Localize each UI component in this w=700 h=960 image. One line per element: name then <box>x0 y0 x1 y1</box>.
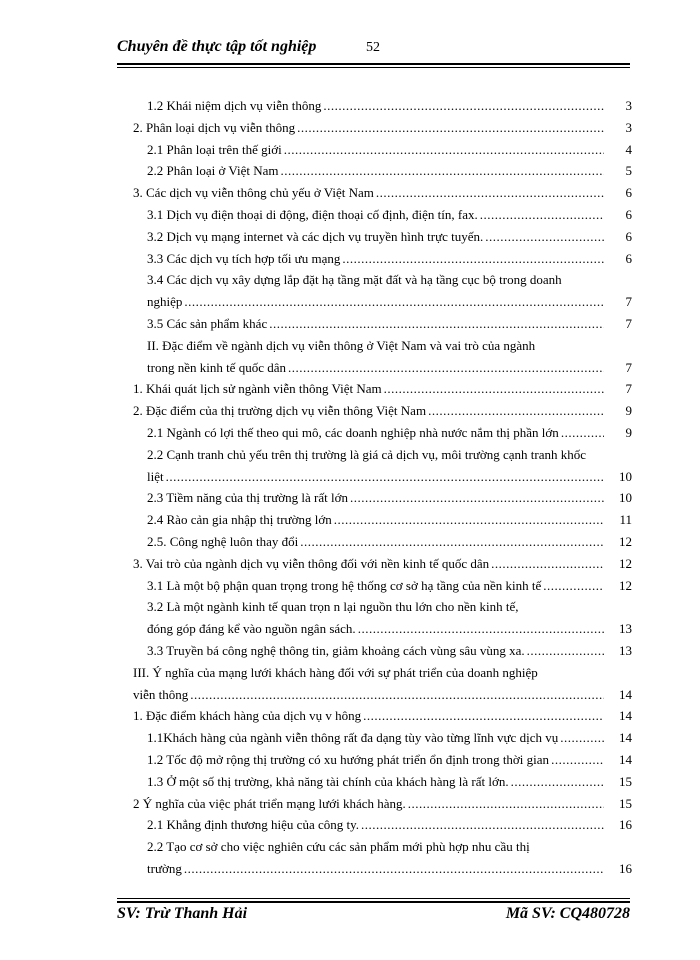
dot-leader <box>511 771 604 793</box>
dot-leader <box>428 400 604 422</box>
dot-leader <box>288 357 604 379</box>
toc-entry-text: liệt <box>147 468 164 484</box>
toc-entry-text: 2 Ý nghĩa của việc phát triển mạng lưới khách hàng. <box>133 795 406 811</box>
dot-leader <box>342 248 604 270</box>
toc-page-number: 10 <box>619 468 632 484</box>
toc-page-number: 14 <box>619 686 632 702</box>
dot-leader <box>491 553 604 575</box>
dot-leader <box>323 95 604 117</box>
toc-entry <box>147 727 632 749</box>
toc-entry-text: II. Đặc điểm về ngành dịch vụ viễn thông ở Việt Nam và vai trò của ngành <box>147 337 536 353</box>
toc-entry <box>133 553 632 575</box>
toc-page-number: 14 <box>619 751 632 767</box>
toc-entry-text: III. Ý nghĩa của mạng lưới khách hàng đối với sự phát triển của doanh nghiệp <box>133 664 538 680</box>
toc-page-number: 12 <box>619 533 632 549</box>
header-title: Chuyên đề thực tập tốt nghiệp <box>117 38 317 55</box>
toc-entry-text: 3.4 Các dịch vụ xây dựng lắp đặt hạ tầng mặt đất và hạ tầng cục bộ trong doanh <box>147 272 562 288</box>
dot-leader <box>190 684 604 706</box>
footer-student-name: SV: Trừ Thanh Hải <box>117 905 248 922</box>
toc-entry <box>147 204 632 226</box>
header-rule-thick <box>117 63 630 65</box>
toc-page-number: 7 <box>625 381 632 397</box>
toc-page-number: 13 <box>619 621 632 637</box>
toc-entry-text: 1.2 Khái niệm dịch vụ viễn thông <box>147 98 322 113</box>
dot-leader <box>527 640 604 662</box>
toc-entry-text: nghiệp <box>147 294 183 310</box>
toc-entry-text: 3. Vai trò của ngành dịch vụ viễn thông đối với nền kinh tế quốc dân <box>133 555 490 571</box>
toc-page-number: 6 <box>625 228 632 244</box>
toc-page-number: 12 <box>619 555 632 571</box>
toc-entry <box>147 313 632 335</box>
dot-leader <box>551 749 604 771</box>
dot-leader <box>269 313 604 335</box>
toc-entry-text: 1. Đặc điểm khách hàng của dịch vụ v hông <box>133 708 362 724</box>
toc-page-number: 14 <box>619 708 632 724</box>
toc-page-number: 16 <box>619 860 632 876</box>
toc-entry-text: 3.5 Các sản phẩm khác <box>147 315 268 331</box>
toc-entry-text: 2.3 Tiềm năng của thị trường là rất lớn <box>147 490 348 506</box>
dot-leader <box>166 466 604 488</box>
toc-page-number: 4 <box>625 141 632 157</box>
toc-entry <box>147 575 632 597</box>
toc-page-number: 6 <box>625 250 632 266</box>
toc-entry <box>147 444 632 488</box>
toc-entry-text: 2. Phân loại dịch vụ viễn thông <box>133 119 296 135</box>
toc-page-number: 15 <box>619 795 632 811</box>
dot-leader <box>408 793 604 815</box>
toc-entry <box>147 269 632 313</box>
header-rule-thin <box>117 67 630 68</box>
toc-entry-text: 3.1 Là một bộ phận quan trọng trong hệ thống cơ sở hạ tầng của nền kinh tế <box>147 577 542 593</box>
toc-entry-text: 2.1 Khẳng định thương hiệu của công ty. <box>147 817 360 833</box>
toc-entry <box>133 662 632 706</box>
toc-entry-text: 2.4 Rào cản gia nhập thị trường lớn <box>147 512 332 528</box>
toc-entry <box>133 378 632 400</box>
dot-leader <box>350 487 604 509</box>
toc-entry-text: trong nền kinh tế quốc dân <box>147 359 286 375</box>
toc-entry <box>147 248 632 270</box>
toc-page-number: 9 <box>625 403 632 419</box>
toc-entry-text: 3.2 Là một ngành kinh tế quan trọn n lại nguồn thu lớn cho nền kinh tế, <box>147 599 519 615</box>
dot-leader <box>284 139 604 161</box>
dot-leader <box>358 618 604 640</box>
toc-entry <box>133 182 632 204</box>
toc-entry <box>147 749 632 771</box>
toc-entry <box>147 640 632 662</box>
dot-leader <box>300 531 604 553</box>
toc-entry-text: 3.3 Các dịch vụ tích hợp tối ưu mạng <box>147 250 341 266</box>
toc-page-number: 5 <box>625 163 632 179</box>
dot-leader <box>361 814 604 836</box>
toc-entry <box>133 793 632 815</box>
toc-entry <box>133 400 632 422</box>
footer-rule-thick <box>117 901 630 903</box>
toc-entry-text: 2.1 Phân loại trên thế giới <box>147 141 282 157</box>
toc-page-number: 13 <box>619 642 632 658</box>
toc-page-number: 16 <box>619 817 632 833</box>
dot-leader <box>334 509 604 531</box>
toc-page-number: 10 <box>619 490 632 506</box>
toc-entry-text: 1. Khái quát lịch sử ngành viễn thông Việt Nam <box>133 381 382 397</box>
toc-entry <box>133 117 632 139</box>
toc-entry-text: viễn thông <box>133 686 189 702</box>
toc-entry-text: 1.1Khách hàng của ngành viễn thông rất đa dạng tùy vào từng lĩnh vực dịch vụ <box>147 730 559 746</box>
toc-entry-text: 3. Các dịch vụ viễn thông chủ yếu ở Việt Nam <box>133 185 374 201</box>
toc-entry-text: 2.2 Phân loại ở Việt Nam <box>147 163 279 179</box>
toc-entry-text: 3.1 Dịch vụ điện thoại di động, điện thoại cố định, điện tín, fax. <box>147 206 478 222</box>
page-number: 52 <box>366 40 380 55</box>
dot-leader <box>560 727 604 749</box>
toc-entry <box>147 422 632 444</box>
toc-page-number: 9 <box>625 424 632 440</box>
toc-page-number: 3 <box>625 98 632 113</box>
toc-entry <box>147 160 632 182</box>
toc-entry <box>147 335 632 379</box>
toc-entry <box>133 705 632 727</box>
toc-entry <box>147 836 632 880</box>
dot-leader <box>297 117 604 139</box>
toc-entry-text: 3.2 Dịch vụ mạng internet và các dịch vụ truyền hình trực tuyến. <box>147 228 484 244</box>
toc-entry-text: trường <box>147 860 182 876</box>
dot-leader <box>485 226 604 248</box>
toc-entry-text: 2.1 Ngành có lợi thế theo qui mô, các doanh nghiệp nhà nước nắm thị phần lớn <box>147 424 559 440</box>
toc-page-number: 14 <box>619 730 632 746</box>
dot-leader <box>561 422 604 444</box>
dot-leader <box>281 160 604 182</box>
footer-rule-thin <box>117 898 630 899</box>
toc-entry <box>147 814 632 836</box>
dot-leader <box>363 705 604 727</box>
toc-page-number: 11 <box>619 512 632 528</box>
toc-entry <box>147 596 632 640</box>
toc-entry <box>147 487 632 509</box>
toc-page-number: 15 <box>619 773 632 789</box>
dot-leader <box>184 858 604 880</box>
toc-entry <box>147 139 632 161</box>
toc-entry-text: 1.2 Tốc độ mở rộng thị trường có xu hướng phát triển ổn định trong thời gian <box>147 751 550 767</box>
toc-entry-text: đóng góp đáng kể vào nguồn ngân sách. <box>147 621 356 637</box>
toc-entry-text: 3.3 Truyền bá công nghệ thông tin, giảm khoảng cách vùng sâu vùng xa. <box>147 642 525 658</box>
table-of-contents <box>0 95 700 880</box>
toc-page-number: 3 <box>625 119 632 135</box>
toc-entry-text: 2.2 Cạnh tranh chủ yếu trên thị trường là giá cả dịch vụ, môi trường cạnh tranh khốc <box>147 446 587 462</box>
toc-page-number: 7 <box>625 294 632 310</box>
toc-entry-text: 1.3 Ở một số thị trường, khả năng tài chính của khách hàng là rất lớn. <box>147 773 509 789</box>
toc-entry <box>147 771 632 793</box>
dot-leader <box>376 182 604 204</box>
toc-entry-text: 2.5. Công nghệ luôn thay đổi <box>147 533 299 549</box>
dot-leader <box>480 204 604 226</box>
dot-leader <box>184 291 604 313</box>
toc-page-number: 6 <box>625 185 632 201</box>
toc-page-number: 12 <box>619 577 632 593</box>
dot-leader <box>543 575 604 597</box>
toc-entry <box>147 95 632 117</box>
dot-leader <box>384 378 604 400</box>
toc-page-number: 7 <box>625 315 632 331</box>
toc-page-number: 7 <box>625 359 632 375</box>
toc-entry <box>147 531 632 553</box>
toc-entry <box>147 226 632 248</box>
toc-entry <box>147 509 632 531</box>
toc-entry-text: 2.2 Tạo cơ sở cho việc nghiên cứu các sản phẩm mới phù hợp nhu cầu thị <box>147 839 530 855</box>
toc-page-number: 6 <box>625 206 632 222</box>
footer-student-id: Mã SV: CQ480728 <box>505 905 630 922</box>
toc-entry-text: 2. Đặc điểm của thị trường dịch vụ viễn thông Việt Nam <box>133 403 427 419</box>
